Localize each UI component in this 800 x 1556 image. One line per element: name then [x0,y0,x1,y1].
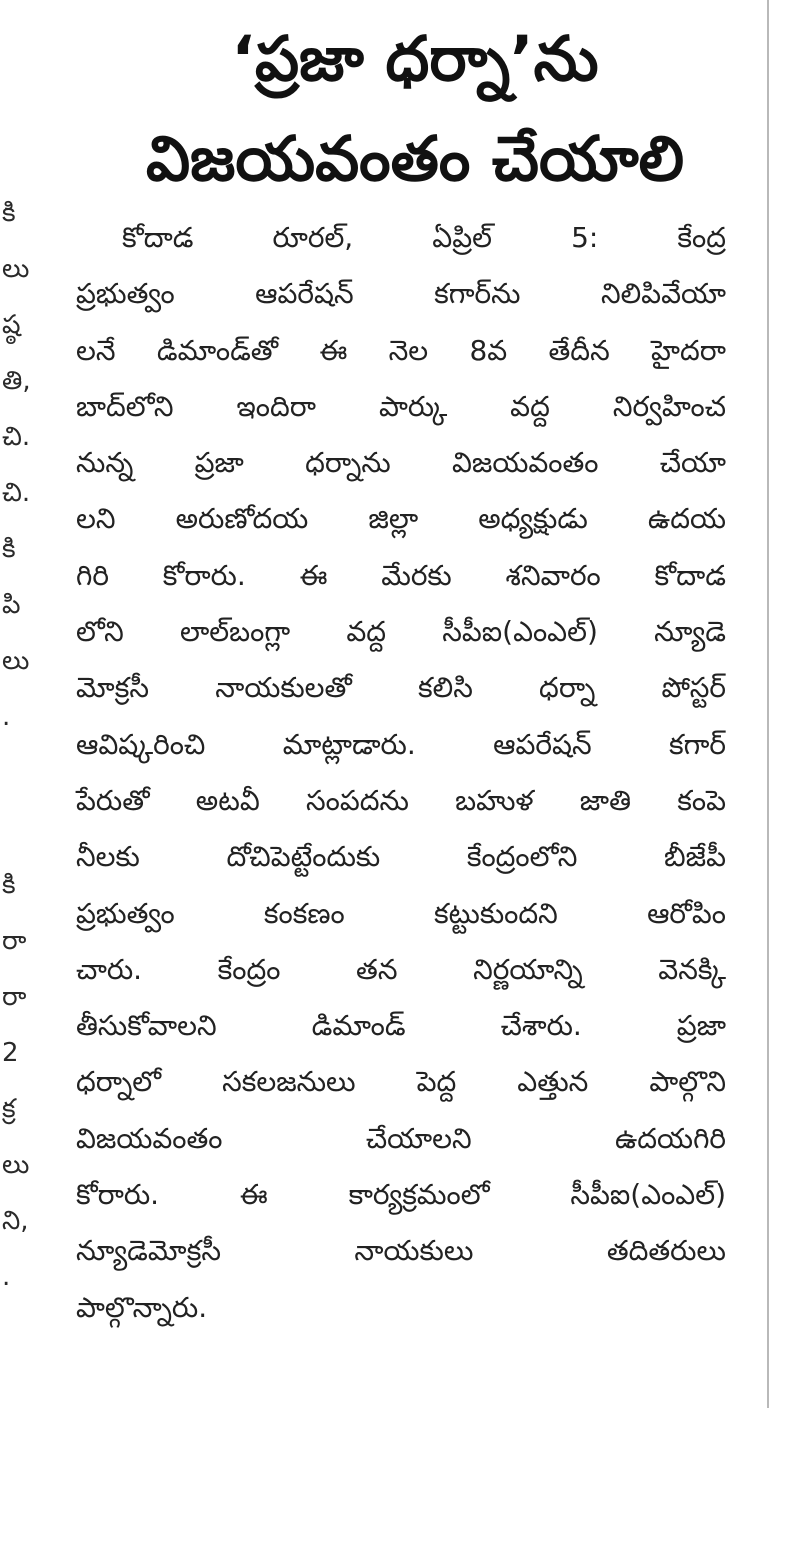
article-line: కోదాడ రూరల్, ఏప్రిల్ 5: కేంద్ర [122,221,726,254]
article-line: న్యూడెమోక్రసీ నాయకులు తదితరులు [76,1234,726,1268]
fragment: లు [2,646,30,676]
article-line: లోని లాల్‌బంగ్లా వద్ద సీపీఐ(ఎంఎల్) న్యూడె [76,615,726,649]
fragment: . [2,702,11,732]
article-line: ప్రభుత్వం కంకణం కట్టుకుందని ఆరోపిం [76,896,726,930]
fragment: 2 [2,1038,19,1068]
article-line: లని అరుణోదయ జిల్లా అధ్యక్షుడు ఉదయ [76,502,726,536]
article-line: ప్రభుత్వం ఆపరేషన్ కగార్‌ను నిలిపివేయా [76,277,726,311]
fragment: క్ర [2,1094,16,1124]
fragment: కి [2,198,16,228]
fragment: లు [2,1150,30,1180]
fragment: చి. [2,422,31,452]
article-line: బాద్‌లోని ఇందిరా పార్కు వద్ద నిర్వహించ [76,389,726,423]
article-line: లనే డిమాండ్‌తో ఈ నెల 8వ తేదీన హైదరా [76,333,726,367]
headline: ‘ప్రజా ధర్నా’ను [231,22,599,95]
fragment: రా [2,982,27,1012]
fragment: పి [2,590,21,620]
article-line: నీలకు దోచిపెట్టేందుకు కేంద్రంలోని బీజేపీ [76,840,726,874]
fragment: రా [2,926,27,956]
fragment: ష్ఠ [2,310,21,340]
article-line: విజయవంతం చేయాలని ఉదయగిరి [76,1121,726,1155]
article-line: పాల్గొన్నారు. [76,1290,208,1324]
article-line: తీసుకోవాలని డిమాండ్ చేశారు. ప్రజా [76,1009,726,1043]
article-line: ధర్నాలో సకలజనులు పెద్ద ఎత్తున పాల్గొని [76,1065,726,1099]
fragment: ని, [2,1206,29,1236]
article-line: మోక్రసీ నాయకులతో కలిసి ధర్నా పోస్టర్ [76,671,726,705]
fragment: కి [2,870,16,900]
fragment: కి [2,534,16,564]
column-divider [767,0,769,1408]
fragment: చి. [2,478,31,508]
article-line: ఆవిష్కరించి మాట్లాడారు. ఆపరేషన్ కగార్ [76,727,726,761]
article-line: గిరి కోరారు. ఈ మేరకు శనివారం కోదాడ [76,558,726,592]
article-line: చారు. కేంద్రం తన నిర్ణయాన్ని వెనక్కి [76,952,726,986]
article-body [76,210,726,1336]
fragment: తి, [2,366,31,396]
article-line: కోరారు. ఈ కార్యక్రమంలో సీపీఐ(ఎంఎల్) [76,1178,726,1212]
fragment: లు [2,254,30,284]
fragment: . [2,1262,11,1292]
article-line: నున్న ప్రజా ధర్నాను విజయవంతం చేయా [76,446,726,480]
article-line: పేరుతో అటవీ సంపదను బహుళ జాతి కంపె [76,783,726,817]
headline-continued: విజయవంతం చేయాలి [145,122,685,195]
